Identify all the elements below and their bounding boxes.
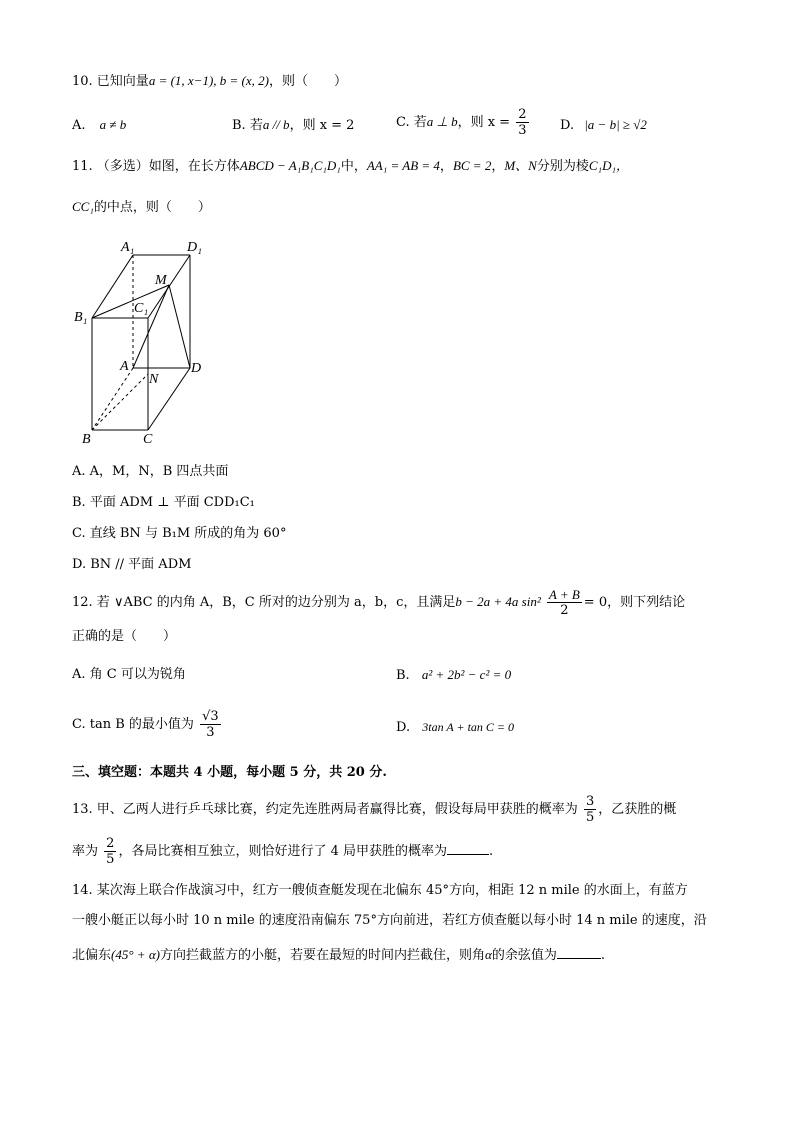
- q10-option-b-math: a // b: [262, 117, 290, 132]
- q14-line3-end: .: [600, 948, 605, 963]
- q14-line3: [72, 945, 605, 965]
- label-d1: D₁: [187, 240, 202, 255]
- segment-b1-m: [92, 285, 169, 318]
- label-b: B: [82, 432, 91, 447]
- hidden-edge-a-b: [92, 368, 133, 430]
- label-c: C: [143, 432, 153, 447]
- q12-option-c: [72, 707, 223, 743]
- q10-option-c-tail: ，则 x =: [457, 115, 511, 130]
- q12-frac-denominator: 2: [560, 603, 569, 618]
- q10-option-d-label: D.: [560, 118, 575, 133]
- q12-stem-line1: [72, 584, 685, 621]
- q13-answer-blank[interactable]: [447, 841, 489, 855]
- label-a: A: [120, 359, 129, 374]
- q12-option-a: A. 角 C 可以为锐角: [72, 667, 186, 682]
- q10-stem: [72, 72, 347, 91]
- q13-line2-tail: ，各局比赛相互独立，则恰好进行了 4 局甲获胜的概率为: [118, 844, 447, 859]
- q13-line2-prefix: 率为: [72, 844, 99, 859]
- q13-line1: [72, 792, 676, 828]
- q13-line2: [72, 834, 493, 870]
- q13-frac2-denominator: 5: [106, 852, 115, 867]
- q14-line1: 14. 某次海上联合作战演习中，红方一艘侦查艇发现在北偏东 45°方向，相距 12 n mile 的水面上，有蓝方: [72, 883, 688, 898]
- segment-m-d: [169, 285, 190, 368]
- q12-prefix: 12. 若 ∨ABC 的内角 A，B，C 所对的边分别为 a，b，c，且满足: [72, 595, 456, 610]
- q14-answer-blank[interactable]: [557, 945, 601, 959]
- q12-option-b-label: B.: [396, 668, 410, 683]
- q11-stem-line2: [72, 198, 211, 217]
- q14-line2: 一艘小艇正以每小时 10 n mile 的速度沿南偏东 75°方向前进，若红方侦查艇以每小时 14 n mile 的速度，沿: [72, 913, 707, 928]
- q10-c-numerator: 2: [518, 107, 527, 122]
- q12-option-d: [396, 718, 514, 737]
- label-n: N: [149, 372, 159, 387]
- q13-line1-tail: ，乙获胜的概: [598, 802, 677, 817]
- q14-line3-math: (45° + α): [111, 947, 160, 962]
- q12-frac-numerator: A + B: [548, 587, 580, 602]
- q10-option-b: [232, 116, 354, 135]
- q10-option-b-tail: ，则 x = 2: [289, 118, 355, 133]
- q12-option-c-fraction: [200, 709, 221, 740]
- q11-math2: AA₁ = AB = 4: [366, 158, 440, 173]
- q13-line1-text: 13. 甲、乙两人进行乒乓球比赛，约定先连胜两局者赢得比赛，假设每局甲获胜的概率为: [72, 802, 578, 817]
- q10-option-c: [396, 104, 531, 141]
- q11-line2-tail: 的中点，则（ ）: [93, 200, 211, 215]
- q12-c-denominator: 3: [206, 725, 215, 740]
- label-d: D: [191, 361, 202, 376]
- q11-option-a: A. A，M，N，B 四点共面: [72, 464, 229, 479]
- q14-alpha: α: [484, 947, 492, 962]
- section-3-title: 三、填空题：本题共 4 小题，每小题 5 分，共 20 分.: [72, 765, 387, 780]
- q11-math5: C₁D₁，: [588, 158, 629, 173]
- q12-stem-line2: 正确的是（ ）: [72, 629, 177, 644]
- q11-math4: M、N: [504, 158, 537, 173]
- q10-c-denominator: 3: [518, 123, 527, 138]
- q11-sep2: ，: [491, 159, 505, 174]
- q10-option-a-math: a ≠ b: [99, 117, 127, 132]
- q13-frac2-numerator: 2: [106, 836, 115, 851]
- q12-option-d-math: 3tan A + tan C = 0: [422, 720, 514, 734]
- q12-option-b: [396, 666, 511, 685]
- q12-option-b-math: a² + 2b² − c² = 0: [421, 667, 512, 682]
- q11-prefix: 11. （多选）如图，在长方体: [72, 159, 240, 174]
- hidden-segment-b-n: [92, 374, 148, 430]
- label-b1: B₁: [74, 310, 88, 325]
- q12-c-numerator: √3: [202, 709, 219, 724]
- q13-frac1-numerator: 3: [585, 794, 595, 809]
- label-m: M: [155, 273, 167, 288]
- q10-option-a-label: A.: [72, 118, 86, 133]
- edge-a1-b1: [92, 255, 133, 318]
- q10-option-d-math: |a − b| ≥ √2: [584, 117, 647, 132]
- q10-option-c-math: a ⊥ b: [426, 114, 458, 129]
- q11-sep: ，: [439, 159, 453, 174]
- q10-option-c-label: C. 若: [396, 115, 427, 130]
- q13-fraction-1: [584, 794, 596, 825]
- label-c1: C₁: [134, 301, 149, 316]
- q12-option-d-label: D.: [396, 720, 411, 735]
- q11-option-b: B. 平面 ADM ⊥ 平面 CDD₁C₁: [72, 495, 255, 510]
- q10-option-c-fraction: [516, 107, 528, 138]
- q12-math: b − 2a + 4a sin²: [455, 594, 541, 609]
- q11-option-c: C. 直线 BN 与 B₁M 所成的角为 60°: [72, 526, 287, 541]
- q12-fraction: [547, 587, 582, 618]
- q12-tail: = 0，则下列结论: [583, 595, 686, 610]
- q14-line3-mid: 方向拦截蓝方的小艇，若要在最短的时间内拦截住，则角: [159, 948, 485, 963]
- q10-option-d: [560, 116, 647, 135]
- q11-math3: BC = 2: [452, 158, 492, 173]
- q13-fraction-2: [104, 836, 116, 867]
- q10-stem-math: a = (1, x−1), b = (x, 2): [148, 73, 269, 88]
- q13-frac1-denominator: 5: [585, 810, 595, 825]
- q10-option-a: [72, 116, 126, 135]
- q11-mid: 中，: [340, 159, 367, 174]
- q11-line2-math: CC₁: [72, 199, 94, 214]
- q10-stem-suffix: ，则（ ）: [269, 74, 348, 89]
- cuboid-figure: [70, 236, 220, 448]
- q11-stem-line1: [72, 157, 629, 176]
- segment-m-a: [133, 285, 169, 368]
- label-a1: A₁: [121, 240, 135, 255]
- q11-tail: 分别为棱: [536, 159, 589, 174]
- q13-line2-end: .: [488, 844, 494, 859]
- q10-stem-prefix: 10. 已知向量: [72, 74, 149, 89]
- q11-math1: ABCD − A₁B₁C₁D₁: [239, 158, 341, 173]
- q10-option-b-label: B. 若: [232, 118, 263, 133]
- q12-option-c-label: C. tan B 的最小值为: [72, 717, 194, 732]
- q14-line3-prefix: 北偏东: [72, 948, 112, 963]
- q14-line3-tail: 的余弦值为: [491, 948, 557, 963]
- q11-option-d: D. BN // 平面 ADM: [72, 557, 192, 572]
